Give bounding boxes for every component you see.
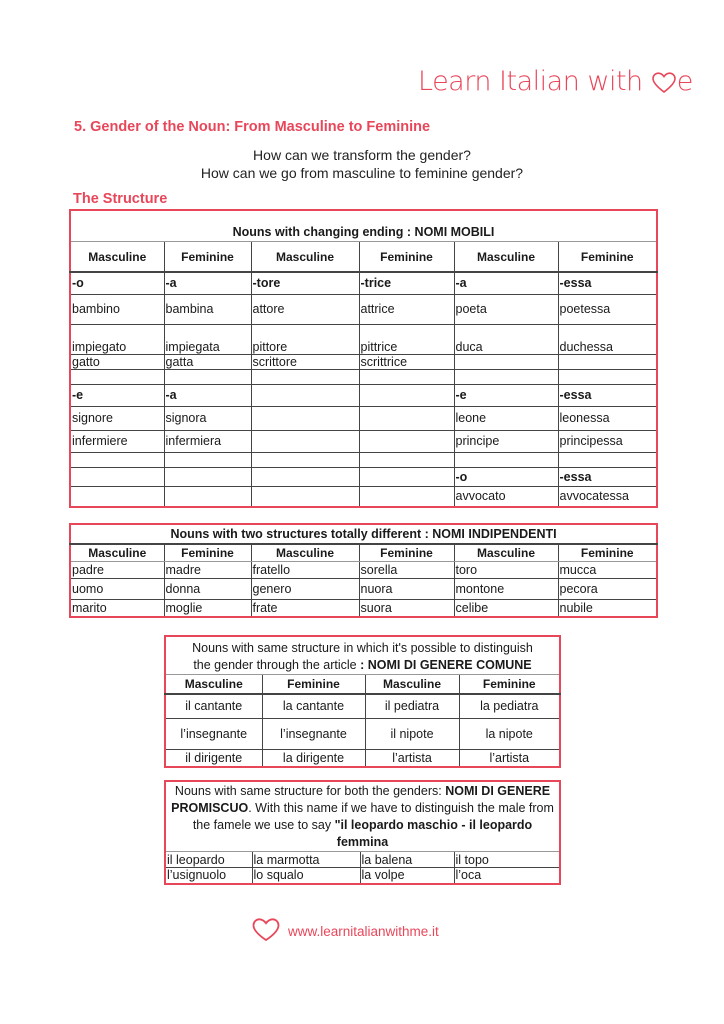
table-cell <box>164 467 251 486</box>
column-header: Feminine <box>558 242 657 273</box>
column-header: Feminine <box>459 675 560 695</box>
table-row <box>70 406 657 430</box>
table-row <box>165 852 560 868</box>
table-cell: lo squalo <box>252 868 360 884</box>
table-cell: il cantante <box>165 694 262 718</box>
table-cell: l’insegnante <box>165 718 262 749</box>
table-row <box>70 384 657 406</box>
table-cell: -a <box>454 272 558 294</box>
table-row <box>70 467 657 486</box>
table-cell: impiegato <box>70 324 164 354</box>
table-cell: la cantante <box>262 694 365 718</box>
column-header: Feminine <box>164 242 251 273</box>
table-cell <box>251 452 359 467</box>
table-cell: la balena <box>360 852 454 868</box>
table-cell: l’usignuolo <box>165 868 252 884</box>
table-row <box>70 562 657 579</box>
column-header: Feminine <box>558 544 657 562</box>
table-cell <box>251 406 359 430</box>
table-cell: attore <box>251 294 359 324</box>
column-header: Masculine <box>70 242 164 273</box>
caption-bold: "il leopardo maschio - il leopardo femmina <box>334 818 533 849</box>
website-link[interactable]: www.learnitalianwithme.it <box>288 924 439 939</box>
table-cell: -essa <box>558 467 657 486</box>
table-cell: madre <box>164 562 251 579</box>
table-row <box>70 579 657 600</box>
brand-text-end: e <box>676 66 693 97</box>
table-cell: l’artista <box>459 749 560 767</box>
heart-icon <box>652 70 676 101</box>
intro-line: How can we transform the gender? <box>253 147 471 163</box>
table-cell <box>454 354 558 369</box>
table-cell: -essa <box>558 272 657 294</box>
table-cell <box>251 369 359 384</box>
table-cell: frate <box>251 600 359 617</box>
table-row <box>70 272 657 294</box>
table-cell <box>251 384 359 406</box>
structure-title: The Structure <box>73 191 168 207</box>
footer <box>252 918 439 945</box>
column-header: Masculine <box>251 242 359 273</box>
table-cell: l’insegnante <box>262 718 365 749</box>
table-cell: -e <box>70 384 164 406</box>
table-cell <box>359 467 454 486</box>
table-cell <box>251 486 359 507</box>
table-cell <box>251 467 359 486</box>
nomi-indipendenti-table <box>69 523 658 618</box>
table-cell <box>359 452 454 467</box>
table-cell: scrittrice <box>359 354 454 369</box>
table-cell <box>70 452 164 467</box>
table-row <box>70 369 657 384</box>
table-cell: mucca <box>558 562 657 579</box>
table-cell: -a <box>164 384 251 406</box>
table-cell <box>359 486 454 507</box>
column-header: Masculine <box>251 544 359 562</box>
table-cell: donna <box>164 579 251 600</box>
column-header: Feminine <box>359 242 454 273</box>
table-cell: marito <box>70 600 164 617</box>
table-cell: pittore <box>251 324 359 354</box>
table-cell: -a <box>164 272 251 294</box>
caption-bold: NOMI DI GENERE PROMISCUO <box>171 784 551 815</box>
table-row <box>165 749 560 767</box>
table-cell: infermiere <box>70 430 164 452</box>
nomi-di-genere-promiscuo-table <box>164 780 561 885</box>
table-cell: signora <box>164 406 251 430</box>
table-cell: suora <box>359 600 454 617</box>
table-cell: infermiera <box>164 430 251 452</box>
nomi-mobili-table <box>69 209 658 508</box>
caption-bold: : NOMI DI GENERE COMUNE <box>356 658 532 672</box>
table-cell: -tore <box>251 272 359 294</box>
table-cell: leonessa <box>558 406 657 430</box>
heart-icon <box>252 918 280 945</box>
section-title: 5. Gender of the Noun: From Masculine to Feminine <box>74 119 431 135</box>
table-cell <box>558 452 657 467</box>
table-cell: attrice <box>359 294 454 324</box>
table-cell: padre <box>70 562 164 579</box>
table-caption: Nouns with two structures totally different : NOMI INDIPENDENTI <box>70 524 657 544</box>
table-row <box>165 868 560 884</box>
nomi-di-genere-comune-table <box>164 635 561 768</box>
table-cell: sorella <box>359 562 454 579</box>
table-cell: fratello <box>251 562 359 579</box>
column-header: Feminine <box>262 675 365 695</box>
table-caption: Nouns with changing ending : NOMI MOBILI <box>70 210 657 242</box>
caption-line <box>167 657 558 674</box>
table-cell: uomo <box>70 579 164 600</box>
table-cell: la pediatra <box>459 694 560 718</box>
table-cell: leone <box>454 406 558 430</box>
table-cell: bambina <box>164 294 251 324</box>
table-cell: moglie <box>164 600 251 617</box>
table-cell: il dirigente <box>165 749 262 767</box>
table-cell: gatto <box>70 354 164 369</box>
table-cell <box>359 406 454 430</box>
table-cell: toro <box>454 562 558 579</box>
table-cell: poetessa <box>558 294 657 324</box>
table-cell: duca <box>454 324 558 354</box>
table-cell: il topo <box>454 852 560 868</box>
table-cell <box>558 354 657 369</box>
table-cell <box>70 369 164 384</box>
table-cell <box>70 467 164 486</box>
table-row <box>70 486 657 507</box>
table-cell: il nipote <box>365 718 459 749</box>
table-cell <box>359 430 454 452</box>
table-cell: signore <box>70 406 164 430</box>
table-cell: la dirigente <box>262 749 365 767</box>
table-cell: scrittore <box>251 354 359 369</box>
table-cell <box>251 430 359 452</box>
table-cell <box>454 369 558 384</box>
column-header: Feminine <box>359 544 454 562</box>
caption-text: . With this name if we have to distinguish the male from the famele we use to say <box>192 801 554 832</box>
table-cell: nuora <box>359 579 454 600</box>
table-row <box>70 294 657 324</box>
intro-questions <box>0 146 724 182</box>
table-row <box>165 694 560 718</box>
table-cell: bambino <box>70 294 164 324</box>
table-cell: avvocato <box>454 486 558 507</box>
caption-text: Nouns with same structure for both the genders: <box>174 784 446 798</box>
table-row <box>70 354 657 369</box>
table-cell: duchessa <box>558 324 657 354</box>
column-header: Feminine <box>164 544 251 562</box>
table-caption <box>165 781 560 852</box>
table-cell: -o <box>454 467 558 486</box>
table-row <box>70 452 657 467</box>
table-cell: nubile <box>558 600 657 617</box>
column-header: Masculine <box>70 544 164 562</box>
table-cell <box>164 369 251 384</box>
table-cell <box>359 369 454 384</box>
intro-line: How can we go from masculine to feminine gender? <box>200 165 524 181</box>
column-header: Masculine <box>365 675 459 695</box>
table-cell: montone <box>454 579 558 600</box>
table-cell <box>558 369 657 384</box>
table-cell: principe <box>454 430 558 452</box>
column-header: Masculine <box>165 675 262 695</box>
table-cell: il pediatra <box>365 694 459 718</box>
caption-line: Nouns with same structure in which it's possible to distinguish <box>192 641 533 655</box>
table-row <box>70 430 657 452</box>
table-row <box>70 324 657 354</box>
table-cell: la volpe <box>360 868 454 884</box>
table-cell: la marmotta <box>252 852 360 868</box>
caption-text: the gender through the article <box>193 658 357 672</box>
table-row <box>70 600 657 617</box>
table-row <box>165 718 560 749</box>
table-cell <box>164 486 251 507</box>
table-cell: l’oca <box>454 868 560 884</box>
table-cell <box>164 452 251 467</box>
table-cell: la nipote <box>459 718 560 749</box>
table-cell <box>70 486 164 507</box>
table-cell: pecora <box>558 579 657 600</box>
table-cell: -e <box>454 384 558 406</box>
table-cell: -essa <box>558 384 657 406</box>
table-cell: il leopardo <box>165 852 252 868</box>
table-cell: celibe <box>454 600 558 617</box>
table-cell: -trice <box>359 272 454 294</box>
table-cell: poeta <box>454 294 558 324</box>
table-cell: principessa <box>558 430 657 452</box>
table-cell: impiegata <box>164 324 251 354</box>
table-cell: genero <box>251 579 359 600</box>
column-header: Masculine <box>454 544 558 562</box>
brand-text: Learn Italian with <box>418 66 651 97</box>
table-cell: l’artista <box>365 749 459 767</box>
table-cell: avvocatessa <box>558 486 657 507</box>
table-cell: gatta <box>164 354 251 369</box>
table-cell <box>359 384 454 406</box>
table-cell: pittrice <box>359 324 454 354</box>
table-cell <box>454 452 558 467</box>
brand-logo <box>418 66 693 101</box>
column-header: Masculine <box>454 242 558 273</box>
table-caption <box>165 636 560 675</box>
table-cell: -o <box>70 272 164 294</box>
